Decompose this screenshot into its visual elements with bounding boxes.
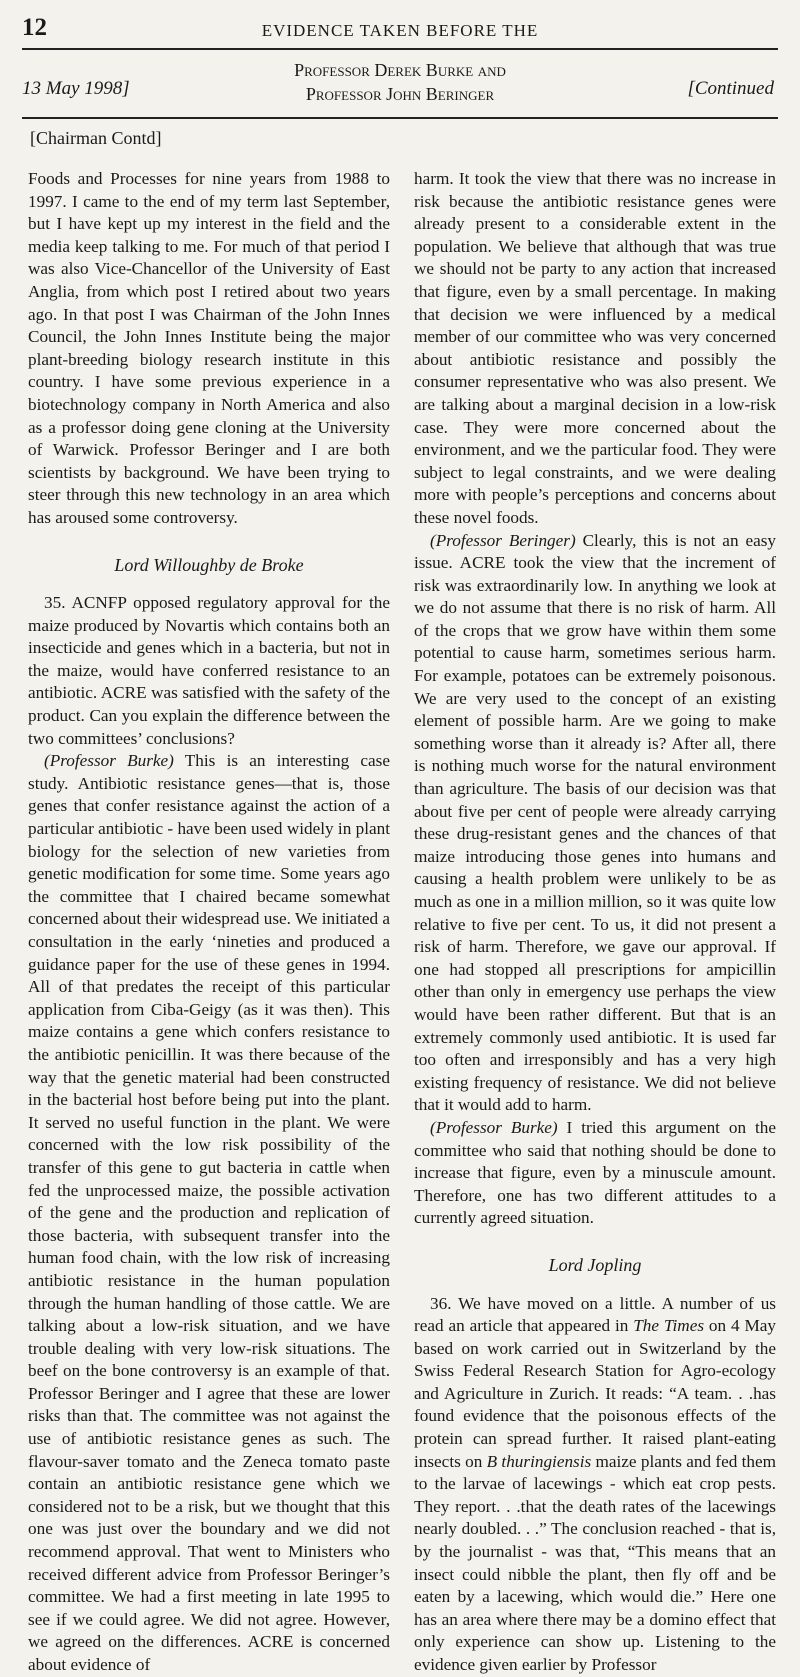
- witness-line-1: Professor Derek Burke and: [294, 60, 506, 80]
- question-35: 35. ACNFP opposed regulatory approval for the maize produced by Novartis which contains both an insecticide and genes which in a bacteria, but not in the maize, would have conferred resistance to an antibiotic. ACRE was satisfied with the safety of the product. Can you explain the difference between the two committees’ conclusions?: [28, 593, 390, 748]
- left-paragraph-1: Foods and Processes for nine years from 1988 to 1997. I came to the end of my term last September, but I have kept up my interest in the field and the media keep talking to me. For much of that period I was also Vice-Chancellor of the University of East Anglia, from which post I retired about two years ago. In that post I was Chairman of the John Innes Council, the John Innes Institute being the major plant-breeding biology research institute in this country. I have some previous experience in a biotechnology company in North America and also as a professor doing gene cloning at the University of Warwick. Professor Beringer and I are both scientists by background. We have been trying to steer through this new technology in an area which has aroused some controversy.: [28, 169, 390, 527]
- running-title: EVIDENCE TAKEN BEFORE THE: [261, 21, 539, 40]
- answer-text: I tried this argument on the committee who said that nothing should be done to increase that figure, even by a minuscule amount. Therefore, one has two different attitudes to a currently agreed situation.: [414, 1117, 776, 1228]
- header-rule-top: [22, 48, 778, 50]
- question-36: [414, 1293, 776, 1677]
- page-number: 12: [22, 14, 47, 41]
- witness-names: [22, 58, 778, 106]
- speaker-label: (Professor Beringer): [430, 530, 576, 550]
- questioner-heading-willoughby: Lord Willoughby de Broke: [114, 554, 304, 575]
- continued-label: [Continued: [687, 78, 774, 99]
- chairman-contd: [Chairman Contd]: [30, 128, 162, 148]
- witness-header: [22, 56, 778, 114]
- left-column: [28, 168, 390, 1677]
- answer-text: This is an interesting case study. Antibiotic resistance genes—that is, those genes that confer resistance against the action of a particular antibiotic - have been used widely in plant biology for the selection of new varieties from genetic modification for some time. Some years ago the committee that I chaired became somewhat concerned about their widespread use. We initiated a consultation in the early ‘nineties and produced a guidance paper for the use of these genes in 1994. All of that predates the receipt of this particular application from Ciba-Geigy (as it was then). This maize contains a gene which confers resistance to the antibiotic penicillin. It was there because of the way that the genetic material had been constructed in the bacterial host before being put into the plant. It served no useful function in the plant. We were concerned with the low risk possibility of the transfer of this gene to gut bacteria in cattle when fed the unprocessed maize, the possible activation of the gene and the production and replication of those bacteria, with subsequent transfer into the human food chain, with the low risk of increasing antibiotic resistance in the human population through the human handling of those cattle. We are talking about a low-risk situation, and we have trouble dealing with very low-risk situations. The beef on the bone controversy is an example of that. Professor Beringer and I agree that these are lower risks than that. The committee was not against the use of antibiotic resistance genes as such. The flavour-saver tomato and the Zeneca tomato paste contain an antibiotic resistance gene which we considered not to be a risk, but we thought that this one was just over the boundary and we did not recommend approval. That went to Ministers who received different advice from Professor Beringer’s committee. We had a first meeting in late 1995 to see if we could agree. We did not agree. However, we agreed on the differences. ACRE is concerned about evidence of: [28, 751, 390, 1674]
- answer-burke-35: [28, 750, 390, 1676]
- answer-burke: [414, 1117, 776, 1230]
- question-text: maize plants and fed them to the larvae of lacewings - which eat crop pests. They report. . .that the death rates of the lacewings nearly doubled. . .” The conclusion reached - that is, by the journalist - was that, “This means that an insect could nibble the plant, then fly off and be eaten by a lacewing, which would die.” Here one has an area where there may be a domino effect that only experience can show up. Listening to the evidence given earlier by Professor: [414, 1451, 777, 1674]
- session-date: 13 May 1998]: [22, 78, 130, 99]
- answer-beringer: [414, 530, 776, 1117]
- question-text: on 4 May based on work carried out in Switzerland by the Swiss Federal Research Station for Agro-ecology and Agriculture in Zurich. It reads: “A team. . .has found evidence that the poisonous effects of the protein can spread further. It raised plant-eating insects on: [414, 1316, 776, 1471]
- question-text: 36. We have moved on a little. A number of us read an article that appeared in: [414, 1293, 776, 1336]
- questioner-heading-jopling: Lord Jopling: [548, 1254, 642, 1275]
- answer-text: Clearly, this is not an easy issue. ACRE took the view that the increment of risk was extraordinarily low. In anything we look at we do not assume that there is no risk of harm. All of the crops that we grow have within them some potential to cause harm, sometimes serious harm. For example, potatoes can be extremely poisonous. We are very used to the concept of an existing element of possible harm. Are we going to make something worse than it already is? After all, there is nothing much worse for the natural environment than agriculture. The basis of our decision was that about five per cent of people were already carrying these drug-resistant genes and the chances of that maize introducing those genes into humans and causing a health problem were unlikely to be as much as one in a million million, so it was quite low relative to five per cent. To us, it did not present a risk of harm. Therefore, we gave our approval. If one had stopped all prescriptions for ampicillin other than only in emergency use perhaps the view would have been rather different. But that is an extremely commonly used antibiotic. It is used far too often and irresponsibly and has a very high existing frequency of resistance. We did not believe that it would add to harm.: [414, 530, 776, 1115]
- running-head: [22, 14, 778, 42]
- right-column: [414, 168, 776, 1677]
- right-paragraph-1: harm. It took the view that there was no increase in risk because the antibiotic resistance genes were already present to a considerable extent in the population. We believe that although that was true we should not be party to any action that increased that figure, even by a small percentage. In making that decision we were influenced by a medical member of our committee who was very concerned about antibiotic resistance and possibly the consumer representative who was also present. We are talking about a marginal decision in a low-risk case. They were more concerned about the environment, and we the particular food. They were subject to legal constraints, and we were dealing more with people’s perceptions and concerns about these novel foods.: [414, 169, 776, 527]
- species-name: B thuringiensis: [486, 1451, 592, 1471]
- newspaper-title: The Times: [633, 1316, 705, 1336]
- witness-line-2: Professor John Beringer: [305, 84, 495, 104]
- speaker-label: (Professor Burke): [430, 1117, 558, 1137]
- header-rule-bottom: [22, 117, 778, 119]
- speaker-label: (Professor Burke): [44, 751, 174, 771]
